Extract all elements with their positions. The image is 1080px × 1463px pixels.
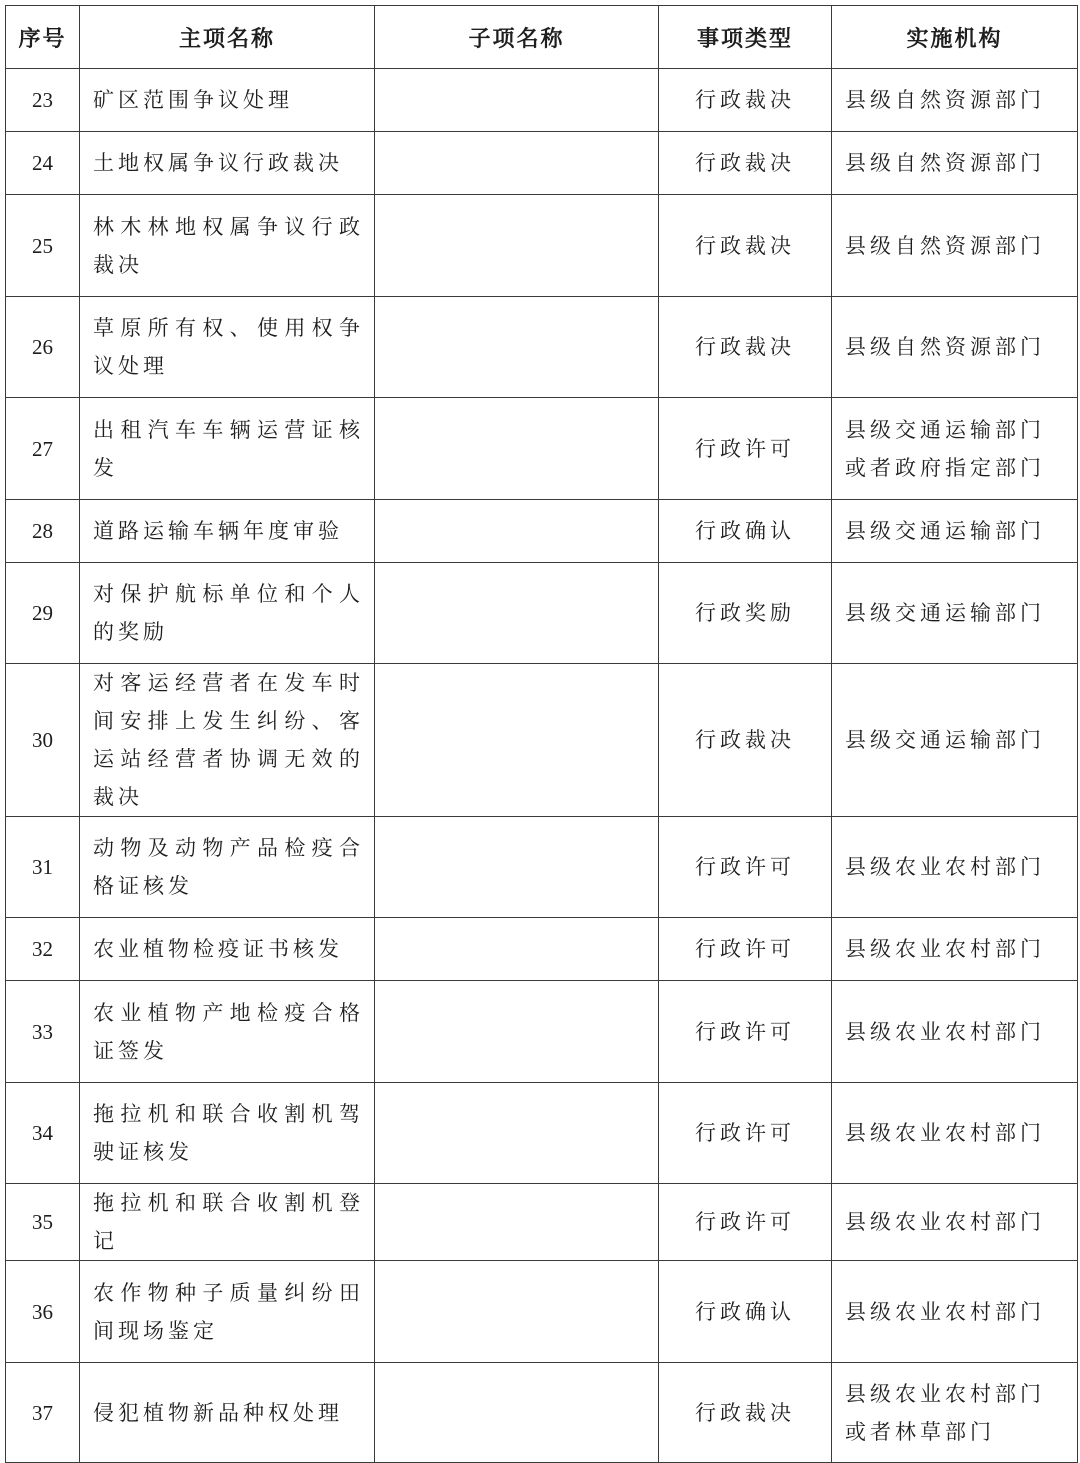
cell-org: 县级农业农村部门 (832, 1261, 1078, 1363)
table-row (6, 1363, 1078, 1463)
header-sub-item: 子项名称 (375, 6, 659, 69)
cell-org: 县级农业农村部门 (832, 1083, 1078, 1184)
cell-seq: 30 (6, 664, 80, 817)
cell-org: 县级农业农村部门或者林草部门 (832, 1363, 1078, 1463)
cell-main-item: 矿区范围争议处理 (80, 69, 375, 132)
cell-org: 县级农业农村部门 (832, 817, 1078, 918)
cell-main-item: 道路运输车辆年度审验 (80, 500, 375, 563)
cell-sub-item (375, 297, 659, 398)
cell-type: 行政奖励 (659, 563, 832, 664)
cell-type: 行政裁决 (659, 69, 832, 132)
table-row (6, 500, 1078, 563)
cell-org: 县级农业农村部门 (832, 918, 1078, 981)
cell-sub-item (375, 1363, 659, 1463)
cell-main-item: 土地权属争议行政裁决 (80, 132, 375, 195)
cell-main-item: 农作物种子质量纠纷田间现场鉴定 (80, 1261, 375, 1363)
cell-org: 县级交通运输部门 (832, 664, 1078, 817)
cell-type: 行政裁决 (659, 132, 832, 195)
matters-table (5, 5, 1078, 1463)
cell-org: 县级农业农村部门 (832, 1184, 1078, 1261)
cell-type: 行政许可 (659, 981, 832, 1083)
cell-seq: 28 (6, 500, 80, 563)
cell-sub-item (375, 398, 659, 500)
cell-main-item: 对保护航标单位和个人的奖励 (80, 563, 375, 664)
cell-sub-item (375, 817, 659, 918)
cell-sub-item (375, 195, 659, 297)
header-main-item: 主项名称 (80, 6, 375, 69)
cell-org: 县级交通运输部门 (832, 563, 1078, 664)
cell-org: 县级自然资源部门 (832, 195, 1078, 297)
table-row (6, 981, 1078, 1083)
table-row (6, 195, 1078, 297)
table-row (6, 132, 1078, 195)
cell-seq: 34 (6, 1083, 80, 1184)
cell-sub-item (375, 1083, 659, 1184)
cell-type: 行政确认 (659, 500, 832, 563)
cell-type: 行政许可 (659, 1083, 832, 1184)
cell-seq: 36 (6, 1261, 80, 1363)
cell-main-item: 对客运经营者在发车时间安排上发生纠纷、客运站经营者协调无效的裁决 (80, 664, 375, 817)
cell-seq: 29 (6, 563, 80, 664)
cell-sub-item (375, 918, 659, 981)
cell-sub-item (375, 1261, 659, 1363)
table-row (6, 664, 1078, 817)
table-row (6, 918, 1078, 981)
cell-main-item: 农业植物检疫证书核发 (80, 918, 375, 981)
cell-seq: 35 (6, 1184, 80, 1261)
cell-seq: 32 (6, 918, 80, 981)
cell-type: 行政裁决 (659, 1363, 832, 1463)
cell-main-item: 农业植物产地检疫合格证签发 (80, 981, 375, 1083)
cell-seq: 31 (6, 817, 80, 918)
cell-type: 行政许可 (659, 918, 832, 981)
cell-main-item: 林木林地权属争议行政裁决 (80, 195, 375, 297)
table-row (6, 69, 1078, 132)
cell-org: 县级交通运输部门或者政府指定部门 (832, 398, 1078, 500)
cell-type: 行政裁决 (659, 195, 832, 297)
cell-seq: 26 (6, 297, 80, 398)
cell-org: 县级自然资源部门 (832, 297, 1078, 398)
cell-type: 行政许可 (659, 398, 832, 500)
cell-type: 行政确认 (659, 1261, 832, 1363)
header-row (6, 6, 1078, 69)
cell-seq: 27 (6, 398, 80, 500)
cell-org: 县级自然资源部门 (832, 132, 1078, 195)
cell-seq: 37 (6, 1363, 80, 1463)
cell-main-item: 动物及动物产品检疫合格证核发 (80, 817, 375, 918)
cell-type: 行政许可 (659, 817, 832, 918)
cell-sub-item (375, 1184, 659, 1261)
cell-seq: 33 (6, 981, 80, 1083)
cell-sub-item (375, 563, 659, 664)
cell-org: 县级农业农村部门 (832, 981, 1078, 1083)
cell-sub-item (375, 664, 659, 817)
cell-seq: 23 (6, 69, 80, 132)
cell-seq: 25 (6, 195, 80, 297)
cell-main-item: 侵犯植物新品种权处理 (80, 1363, 375, 1463)
table-row (6, 398, 1078, 500)
cell-main-item: 拖拉机和联合收割机登记 (80, 1184, 375, 1261)
table-row (6, 297, 1078, 398)
cell-main-item: 出租汽车车辆运营证核发 (80, 398, 375, 500)
cell-sub-item (375, 69, 659, 132)
header-org: 实施机构 (832, 6, 1078, 69)
cell-org: 县级自然资源部门 (832, 69, 1078, 132)
cell-type: 行政许可 (659, 1184, 832, 1261)
cell-sub-item (375, 500, 659, 563)
table-row (6, 563, 1078, 664)
cell-main-item: 拖拉机和联合收割机驾驶证核发 (80, 1083, 375, 1184)
cell-sub-item (375, 132, 659, 195)
table-row (6, 1184, 1078, 1261)
cell-type: 行政裁决 (659, 297, 832, 398)
cell-type: 行政裁决 (659, 664, 832, 817)
cell-main-item: 草原所有权、使用权争议处理 (80, 297, 375, 398)
table-row (6, 817, 1078, 918)
cell-sub-item (375, 981, 659, 1083)
cell-org: 县级交通运输部门 (832, 500, 1078, 563)
table-row (6, 1083, 1078, 1184)
header-seq: 序号 (6, 6, 80, 69)
header-type: 事项类型 (659, 6, 832, 69)
table-row (6, 1261, 1078, 1363)
cell-seq: 24 (6, 132, 80, 195)
